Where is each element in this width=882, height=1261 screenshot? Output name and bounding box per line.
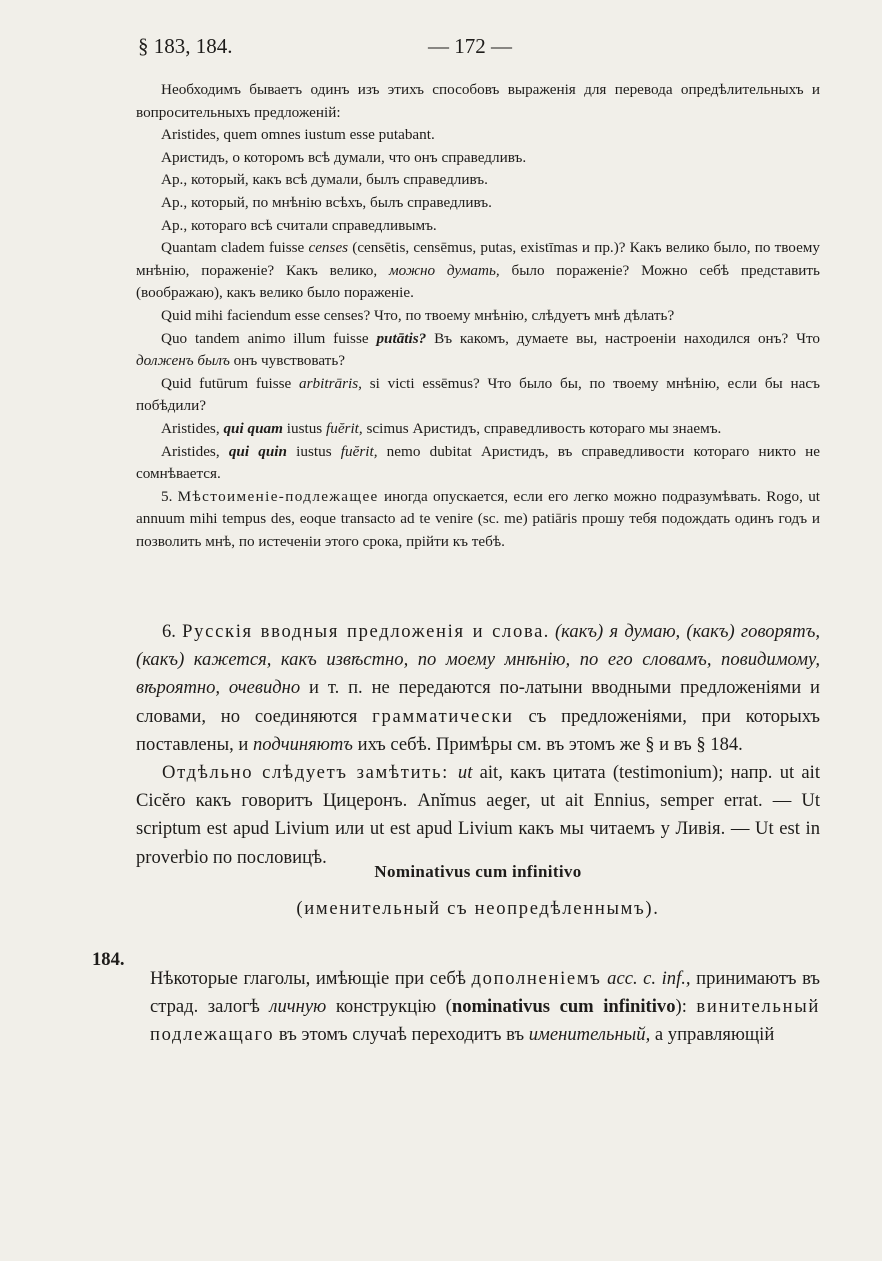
example-translation-4: Ар., котораго всѣ считали справедливымъ. (161, 216, 437, 234)
paragraph-aristides-2: Aristides, qui quin iustus fuĕrit, nemo dubitat Аристидъ, въ справедливости котораго никто не сомнѣвается. (136, 442, 821, 483)
paragraph-184 (92, 946, 820, 1068)
paragraph-quantam: Quantam cladem fuisse censes (censētis, censēmus, putas, existīmas и пр.)? Какъ велико было, по твоему мнѣнію, пораженіе? Какъ велико, можно думать, было пораженіе? Можно себѣ представить (воображаю), какъ велико было пораженіе. (136, 239, 821, 302)
section-heading: Nominativus cum infinitivo (374, 862, 582, 881)
paragraph-5: 5. Мѣстоименіе-подлежащее иногда опускается, если его легко можно подразумѣвать. Rogo, ut annuum mihi tempus des, eoque transacto ad te venire (sc. me) patiāris прошу тебя подождать одинъ годъ и позволить мнѣ, по истеченіи этого срока, прійти къ тебѣ. (136, 487, 821, 550)
paragraph-quo: Quo tandem animo illum fuisse putātis? Въ какомъ, думаете вы, настроеніи находился онъ? Что долженъ былъ онъ чувствовать? (136, 329, 820, 370)
large-print-block (136, 618, 820, 872)
paragraph-7: Отдѣльно слѣдуетъ замѣтить: ut ait, какъ цитата (testimonium); напр. ut ait Cicĕro какъ говоритъ Цицеронъ. Anĭmus aeger, ut ait Ennius, semper errat. — Ut scriptum est apud Livium или ut est apud Livium какъ мы читаемъ у Ливія. — Ut est in proverbio по пословицѣ. (136, 762, 820, 868)
example-latin: Aristides, quem omnes iustum esse putabant. (161, 126, 435, 144)
paragraph-aristides-1: Aristides, qui quam iustus fuĕrit, scimus Аристидъ, справедливость котораго мы знаемъ. (161, 419, 722, 437)
paragraph-number: 184. (92, 949, 125, 970)
paragraph-futurum: Quid futūrum fuisse arbitrāris, si victi essēmus? Что было бы, по твоему мнѣнію, если бы насъ побѣдили? (136, 374, 820, 415)
page-header (138, 34, 818, 62)
example-translation-2: Ар., который, какъ всѣ думали, былъ справедливъ. (161, 171, 488, 189)
section-reference: § 183, 184. (138, 34, 233, 58)
page-number: — 172 — (428, 34, 512, 58)
paragraph-6: 6. Русскія вводныя предложенія и слова. (какъ) я думаю, (какъ) говорятъ, (какъ) кажется, какъ извѣстно, по моему мнѣнію, по его словамъ, повидимому, вѣроятно, очевидно и т. п. не передаются по-латыни вводными предложеніями и словами, но соединяются грамматически съ предложеніями, при которыхъ поставлены, и подчиняютъ ихъ себѣ. Примѣры см. въ этомъ же § и въ § 184. (136, 621, 821, 755)
paragraph-intro: Необходимъ бываетъ одинъ изъ этихъ способовъ выраженія для перевода опредѣлительныхъ и вопросительныхъ предложеній: (136, 81, 820, 121)
section-subheading: (именительный съ неопредѣленнымъ). (296, 898, 660, 919)
small-print-block (136, 79, 820, 553)
paragraph-quid: Quid mihi faciendum esse censes? Что, по твоему мнѣнію, слѣдуетъ мнѣ дѣлать? (161, 306, 675, 324)
paragraph-184-text: Нѣкоторые глаголы, имѣющіе при себѣ дополненіемъ acc. c. inf., принимаютъ въ страд. залогѣ личную конструкцію (nominativus cum infinitivo): винительный подлежащаго въ этомъ случаѣ переходитъ въ именительный, а управляющій (150, 967, 820, 1045)
example-translation-3: Ар., который, по мнѣнію всѣхъ, былъ справедливъ. (161, 193, 492, 211)
example-translation-1: Аристидъ, о которомъ всѣ думали, что онъ справедливъ. (161, 148, 527, 166)
